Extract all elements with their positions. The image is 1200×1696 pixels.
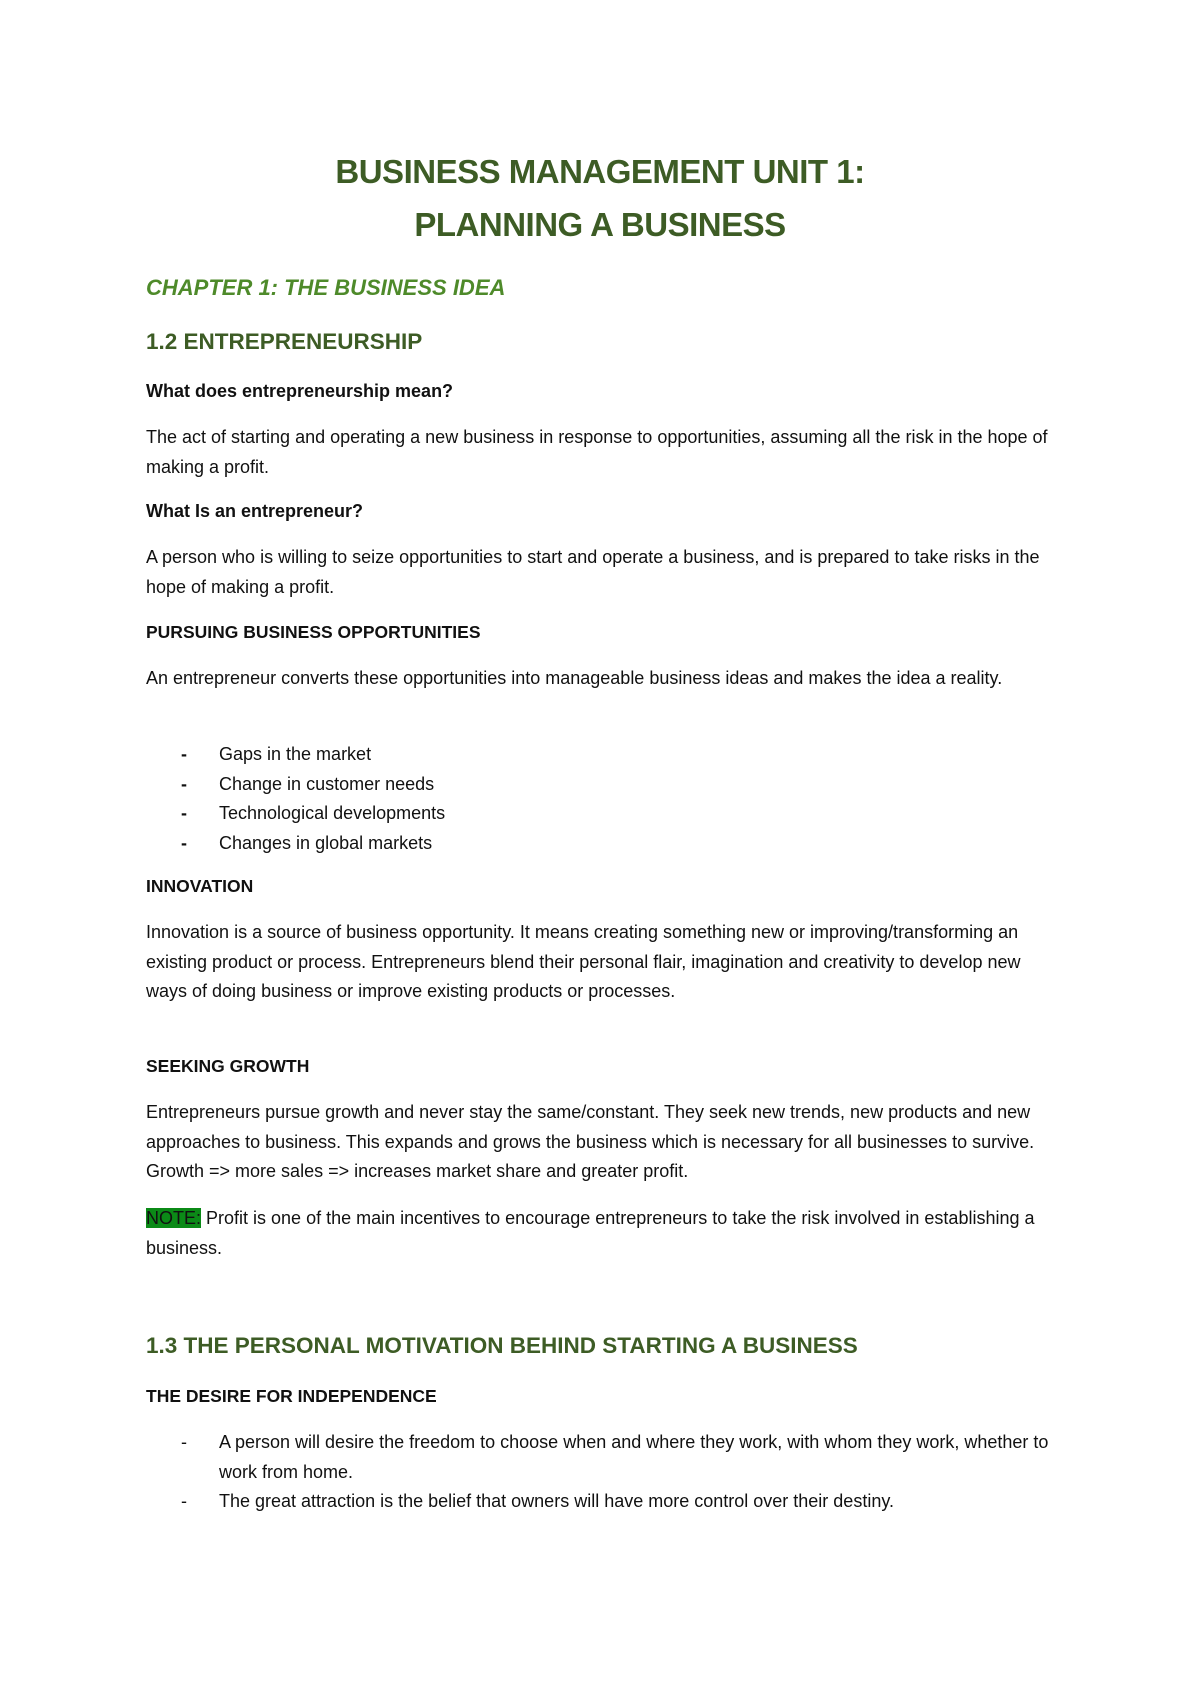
section-1-2-heading: 1.2 ENTREPRENEURSHIP [146,329,423,354]
list-item: - Changes in global markets [146,829,1066,859]
innovation-heading: INNOVATION [146,876,254,896]
pursuing-opportunities-text: An entrepreneur converts these opportunities into manageable business ideas and makes the idea a reality. [146,668,1003,688]
note-paragraph [146,1204,1066,1263]
bullet-dash: - [181,832,187,853]
seeking-growth-heading: SEEKING GROWTH [146,1056,310,1076]
section-1-3-heading: 1.3 THE PERSONAL MOTIVATION BEHIND STARTING A BUSINESS [146,1333,858,1358]
list-item: - A person will desire the freedom to choose when and where they work, with whom they work, whether to work from home. [146,1428,1066,1487]
answer-what-is-entrepreneur: A person who is willing to seize opportunities to start and operate a business, and is prepared to take risks in the hope of making a profit. [146,547,1040,597]
innovation-text: Innovation is a source of business opportunity. It means creating something new or improving/transforming an existing product or process. Entrepreneurs blend their personal flair, imagination and creativity to develop new ways of doing business or improve existing products or processes. [146,922,1021,1001]
note-label-highlight: NOTE: [146,1208,202,1228]
answer-entrepreneurship-meaning: The act of starting and operating a new business in response to opportunities, assuming all the risk in the hope of making a profit. [146,427,1048,477]
pursuing-opportunities-heading: PURSUING BUSINESS OPPORTUNITIES [146,622,481,642]
list-item: - Change in customer needs [146,770,1066,800]
independence-heading: THE DESIRE FOR INDEPENDENCE [146,1386,437,1406]
doc-title-line-2: PLANNING A BUSINESS [414,206,786,243]
bullet-dash: - [181,1491,187,1511]
doc-title-line-1: BUSINESS MANAGEMENT UNIT 1: [335,153,865,190]
list-item: - Gaps in the market [146,740,1066,770]
question-entrepreneurship-meaning: What does entrepreneurship mean? [146,381,454,401]
bullet-dash: - [181,744,187,764]
bullet-dash: - [181,1432,187,1452]
list-item: - Technological developments [146,799,1066,829]
bullet-dash: - [181,803,187,823]
seeking-growth-text: Entrepreneurs pursue growth and never stay the same/constant. They seek new trends, new products and new approaches to business. This expands and grows the business which is necessary for all businesses to survive. Growth => more sales => increases market share and greater profit. [146,1102,1035,1181]
question-what-is-entrepreneur: What Is an entrepreneur? [146,501,364,521]
opportunities-list [146,740,1066,858]
note-text: Profit is one of the main incentives to encourage entrepreneurs to take the risk involved in establishing a business. [146,1208,1035,1258]
chapter-heading: CHAPTER 1: THE BUSINESS IDEA [146,275,506,300]
list-item: - The great attraction is the belief that owners will have more control over their destiny. [146,1487,1066,1517]
bullet-dash: - [181,773,187,794]
independence-list [146,1428,1066,1517]
